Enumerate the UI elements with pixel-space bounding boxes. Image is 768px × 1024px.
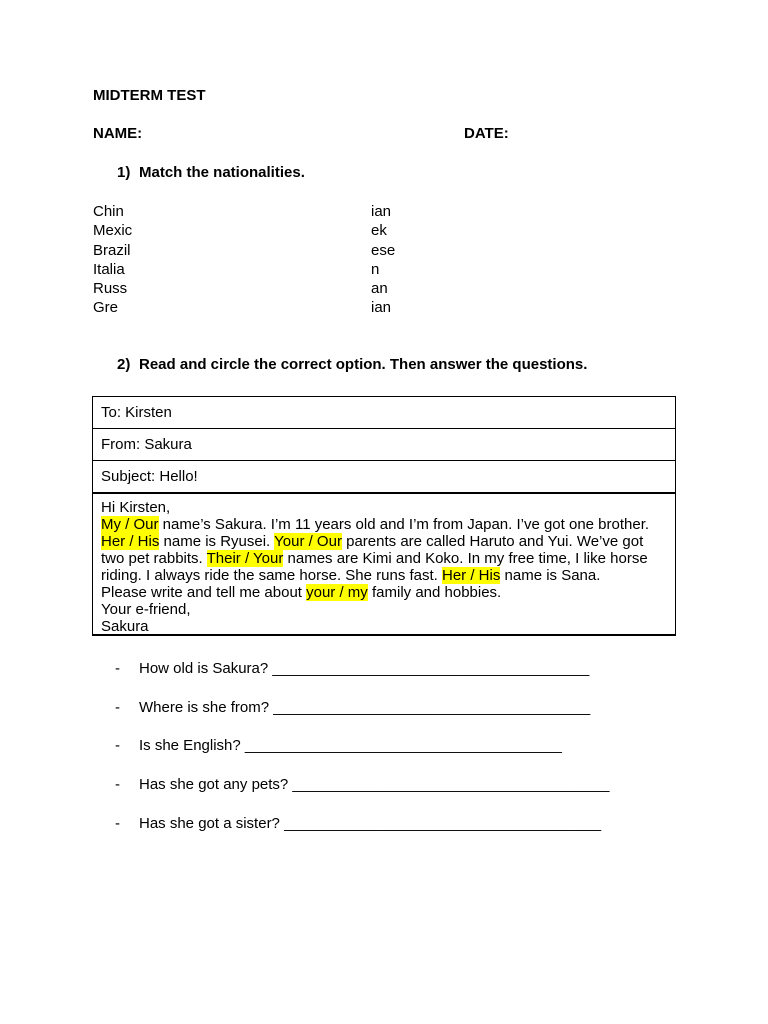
email-text: name is Ryusei. — [159, 533, 275, 550]
email-text: names are Kimi and Koko. In my free time, I like horse — [283, 550, 648, 567]
nationality-ending: ek — [371, 222, 387, 240]
email-line — [101, 516, 667, 533]
nationality-stems-list — [93, 202, 132, 318]
email-text: Please write and tell me about — [101, 584, 307, 601]
nationality-stem: Italia — [93, 260, 125, 278]
nationality-ending: ese — [371, 241, 396, 259]
nationality-stem: Chin — [93, 203, 124, 220]
circle-option[interactable]: Their / Your — [206, 550, 284, 567]
nationality-endings-list — [371, 202, 395, 318]
section2-heading — [117, 356, 587, 373]
email-box — [92, 396, 676, 636]
name-label: NAME: — [93, 125, 143, 142]
email-subject: Subject: Hello! — [93, 461, 675, 494]
date-label: DATE: — [464, 125, 509, 142]
email-greeting: Hi Kirsten, — [101, 499, 171, 516]
list-dash: - — [115, 776, 120, 794]
question-text: Has she got a sister? ______________________________________ — [139, 814, 602, 832]
email-signoff: Your e-friend, — [101, 601, 191, 618]
email-from: From: Sakura — [93, 429, 675, 461]
nationality-ending: n — [371, 260, 380, 278]
circle-option[interactable]: Her / His — [101, 533, 160, 550]
section1-instruction: Match the nationalities. — [139, 164, 305, 181]
question-item[interactable] — [115, 737, 609, 776]
list-dash: - — [115, 698, 120, 716]
question-item[interactable] — [115, 699, 609, 738]
nationality-ending: an — [371, 280, 388, 298]
nationality-stem: Brazil — [93, 241, 131, 259]
list-dash: - — [115, 660, 120, 677]
question-text: Is she English? ______________________________________ — [139, 737, 562, 755]
email-text: two pet rabbits. — [101, 550, 207, 567]
nationality-stem: Gre — [93, 299, 119, 317]
email-signature: Sakura — [101, 618, 149, 635]
question-item[interactable] — [115, 815, 609, 854]
email-line — [101, 533, 667, 550]
email-text: name’s Sakura. I’m 11 years old and I’m from Japan. I’ve got one brother. — [158, 516, 650, 533]
email-text: riding. I always ride the same horse. She runs fast. — [101, 567, 442, 584]
nationality-ending: ian — [371, 299, 392, 317]
email-line — [101, 584, 667, 601]
circle-option[interactable]: My / Our — [101, 516, 159, 533]
email-text: name is Sana. — [500, 567, 601, 584]
question-text: Has she got any pets? ______________________________________ — [139, 776, 610, 794]
question-item[interactable] — [115, 776, 609, 815]
email-line — [101, 550, 667, 567]
circle-option[interactable]: your / my — [306, 584, 368, 601]
circle-option[interactable]: Her / His — [442, 567, 501, 584]
section2-number: 2) — [117, 356, 131, 373]
questions-list — [115, 660, 609, 853]
list-dash: - — [115, 737, 120, 755]
email-text: parents are called Haruto and Yui. We’ve got — [341, 533, 644, 550]
question-text: Where is she from? ______________________________________ — [139, 698, 591, 716]
nationality-ending: ian — [371, 203, 392, 220]
circle-option[interactable]: Your / Our — [274, 533, 342, 550]
nationality-stem: Mexic — [93, 222, 133, 240]
email-line — [101, 567, 667, 584]
section1-number: 1) — [117, 164, 131, 181]
question-item[interactable] — [115, 660, 609, 699]
email-to: To: Kirsten — [93, 397, 675, 429]
email-body — [93, 494, 675, 634]
section2-instruction: Read and circle the correct option. Then answer the questions. — [139, 356, 588, 373]
section1-heading — [117, 164, 305, 181]
nationality-stem: Russ — [93, 280, 128, 298]
page-title: MIDTERM TEST — [93, 87, 206, 104]
question-text: How old is Sakura? ______________________________________ — [139, 660, 590, 677]
email-text: family and hobbies. — [367, 584, 502, 601]
list-dash: - — [115, 814, 120, 832]
